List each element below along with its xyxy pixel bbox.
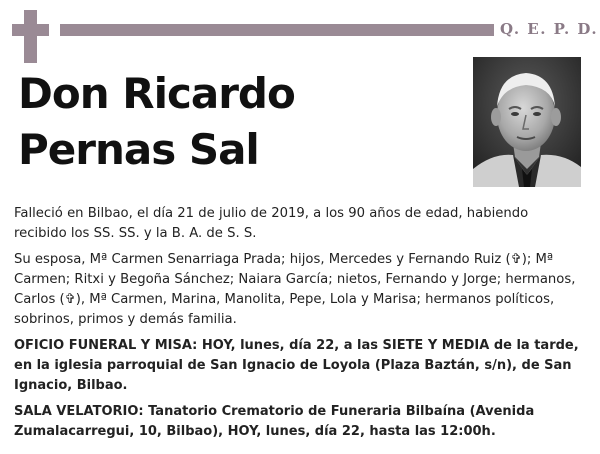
- obituary-body: [14, 204, 584, 448]
- name-line-1: Don Ricardo: [18, 69, 295, 118]
- portrait-photo: [473, 57, 581, 187]
- cross-icon-horizontal: [12, 24, 49, 36]
- deceased-name: [18, 66, 458, 178]
- portrait-photo-icon: [473, 57, 581, 187]
- family-paragraph: Su esposa, Mª Carmen Senarriaga Prada; hijos, Mercedes y Fernando Ruiz (✞); Mª Carmen; Ritxi y Begoña Sánchez; Naiara García; nietos, Fernando y Jorge; hermanos, Carlos (✞), Mª Carmen, Marina, Manolita, Pepe, Lola y Marisa; hermanos políticos, sobrinos, primos y demás familia.: [14, 252, 576, 327]
- funeral-paragraph: OFICIO FUNERAL Y MISA: HOY, lunes, día 22, a las SIETE Y MEDIA de la tarde, en la iglesia parroquial de San Ignacio de Loyola (Plaza Baztán, s/n), de San Ignacio, Bilbao.: [14, 338, 579, 393]
- wake-paragraph: SALA VELATORIO: Tanatorio Crematorio de Funeraria Bilbaína (Avenida Zumalacarregui, 10, Bilbao), HOY, lunes, día 22, hasta las 12:00h.: [14, 404, 535, 439]
- cross-icon-vertical: [24, 10, 37, 63]
- death-notice-paragraph: Falleció en Bilbao, el día 21 de julio de 2019, a los 90 años de edad, habiendo recibido los SS. SS. y la B. A. de S. S.: [14, 206, 529, 241]
- qepd-label: Q. E. P. D.: [500, 20, 599, 38]
- name-line-2: Pernas Sal: [18, 125, 259, 174]
- header-rule: [60, 24, 494, 36]
